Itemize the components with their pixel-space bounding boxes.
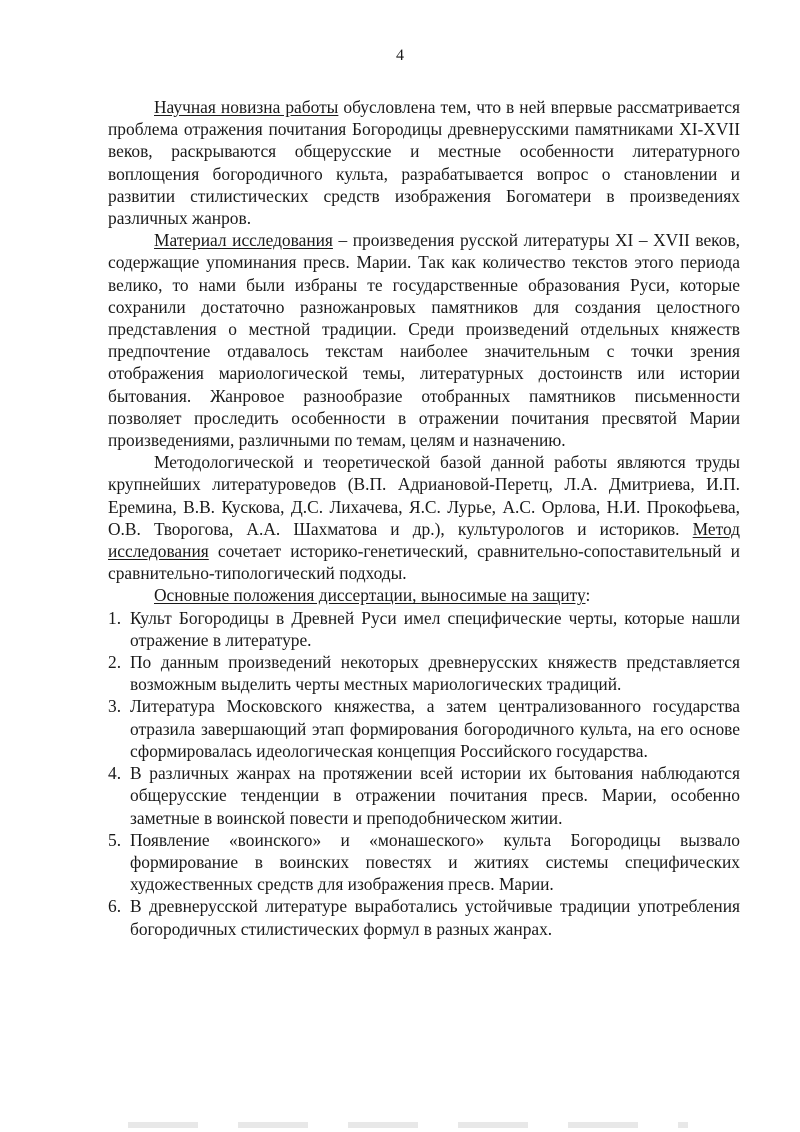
list-item-text: В различных жанрах на протяжении всей истории их бытования наблюдаются общерусские тенденции в отражении почитания пресв. Марии, особенно заметные в воинской повести и преподобническом житии. [130,763,740,828]
list-item [108,829,740,896]
list-item-number: 4. [108,763,122,784]
text-novelty: обусловлена тем, что в ней впервые рассматривается проблема отражения почитания Богородицы древнерусскими памятниками XI-XVII веков, раскрываются общерусские и местные особенности литературного воплощения богородичного культа, разрабатывается вопрос о становлении и развитии стилистических средств изображения Богоматери в произведениях различных жанров. [108,97,740,229]
list-item-number: 2. [108,652,122,673]
text-method: сочетает историко-генетический, сравнительно-сопоставительный и сравнительно-типологический подходы. [108,541,740,584]
list-item-text: По данным произведений некоторых древнерусских княжеств представляется возможным выделить черты местных мариологических традиций. [130,652,740,695]
paragraph-theses-heading [108,584,740,606]
paragraph-novelty [108,96,740,229]
page-number: 4 [396,47,404,64]
list-item [108,695,740,762]
heading-material: Материал исследования [154,230,333,251]
heading-novelty: Научная новизна работы [154,97,339,117]
list-item [108,607,740,651]
paragraph-methodology [108,451,740,584]
list-item-text: В древнерусской литературе выработались устойчивые традиции употребления богородичных стилистических формул в разных жанрах. [130,896,740,939]
list-item-number: 5. [108,829,122,850]
heading-theses-colon: : [585,585,591,606]
heading-method: Метод исследования [108,518,740,562]
list-item [108,651,740,695]
text-material: – произведения русской литературы XI – XVII веков, содержащие упоминания пресв. Марии. Так как количество текстов этого периода велико, то нами были избраны те государственные образования Руси, которые сохранили достаточно разножанровых памятников для создания целостного представления о местной традиции. Среди произведений отдельных княжеств предпочтение отдавалось текстам наиболее значительным с точки зрения отображения мариологической темы, литературных достоинств или истории бытования. Жанровое разнообразие отобранных памятников письменности позволяет проследить особенности в отражении почитания пресвятой Марии произведениями, различными по темам, целям и назначению. [108,230,741,451]
list-item-text: Появление «воинского» и «монашеского» культа Богородицы вызвало формирование в воинских повестях и житиях системы специфических художественных средств для изображения пресв. Марии. [130,829,740,895]
list-item-number: 1. [108,607,122,628]
paragraph-material [108,229,740,451]
list-item-number: 6. [108,896,122,917]
theses-list [108,607,740,940]
list-item-text: Литература Московского княжества, а затем централизованного государства отразила завершающий этап формирования богородичного культа, на его основе сформировалась идеологическая концепция Российского государства. [130,696,740,761]
list-item [108,895,740,939]
text-methodology: Методологической и теоретической базой данной работы являются труды крупнейших литературоведов (В.П. Адриановой-Перетц, Л.А. Дмитриева, И.П. Еремина, В.В. Кускова, Д.С. Лихачева, Я.С. Лурье, А.С. Орлова, Н.И. Прокофьева, О.В. Творогова, А.А. Шахматова и др.), культурологов и историков. [108,452,740,539]
list-item-text: Культ Богородицы в Древней Руси имел специфические черты, которые нашли отражение в литературе. [130,607,740,650]
heading-theses: Основные положения диссертации, выносимые на защиту [154,585,586,606]
page-body [108,96,740,940]
scan-bottom-artifact [128,1122,688,1128]
list-item-number: 3. [108,696,122,717]
list-item [108,762,740,829]
